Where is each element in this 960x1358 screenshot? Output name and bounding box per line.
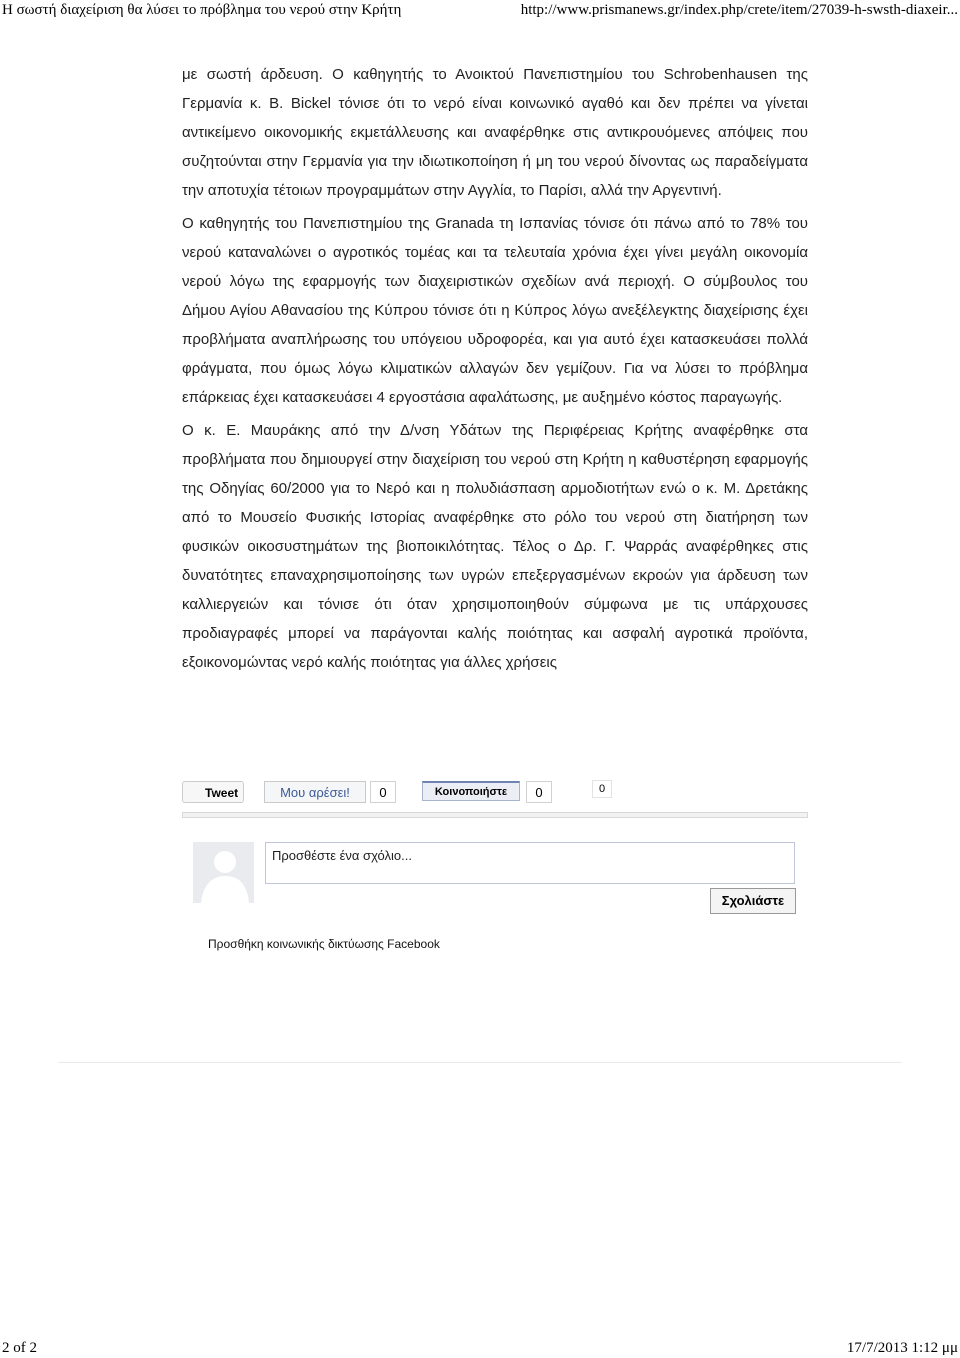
print-header (0, 0, 960, 22)
article-body (182, 60, 808, 681)
like-count: 0 (370, 781, 396, 803)
share-count: 0 (526, 781, 552, 803)
page-title: Η σωστή διαχείριση θα λύσει το πρόβλημα του νερού στην Κρήτη (2, 2, 402, 18)
plusone-count: 0 (592, 780, 612, 798)
article-paragraph: Ο καθηγητής του Πανεπιστημίου της Granada τη Ισπανίας τόνισε ότι πάνω από το 78% του νερού καταναλώνει ο αγροτικός τομέας και τα τελευταία χρόνια έχει γίνει μεγάλη οικονομία νερού λόγω της εφαρμογής των διαχειριστικών σχεδίων ανά περιοχή. Ο σύμβουλος του Δήμου Αγίου Αθανασίου της Κύπρου τόνισε ότι η Κύπρος λόγω ανεξέλεγκτης διαχείρισης έχει προβλήματα αναπλήρωσης του υπόγειου υδροφορέα, και για αυτό έχει κατασκευάσει πολλά φράγματα, που όμως λόγω κλιματικών αλλαγών δεν γεμίζουν. Για να λύσει το πρόβλημα επάρκειας έχει κατασκευάσει 4 εργοστάσια αφαλάτωσης, με αυξημένο κόστος παραγωγής. (182, 215, 808, 406)
print-datetime: 17/7/2013 1:12 μμ (846, 1340, 958, 1356)
avatar-icon (193, 842, 254, 903)
submit-comment-button[interactable]: Σχολιάστε (710, 888, 796, 914)
article-paragraph: Ο κ. Ε. Μαυράκης από την Δ/νση Υδάτων της Περιφέρειας Κρήτης αναφέρθηκε στα προβλήματα που δημιουργεί στην διαχείριση του νερού στη Κρήτη η καθυστέρηση εφαρμογής της Οδηγίας 60/2000 για το Νερό και η πολυδιάσπαση αρμοδιοτήτων ενώ ο κ. Μ. Δρετάκης από το Μουσείο Φυσικής Ιστορίας αναφέρθηκε στο ρόλο του νερού στη διατήρηση των φυσικών οικοσυστημάτων της βιοποικιλότητας. Τέλος ο Δρ. Γ. Ψαρράς αναφέρθηκες στις δυνατότητες επαναχρησιμοποίησης των υγρών επεξεργασμένων εκροών για άρδευση των καλλιεργειών και τόνισε ότι όταν χρησιμοποιηθούν σύμφωνα με τις υπάρχουσες προδιαγραφές μπορεί να παράγονται καλής ποιότητας και ασφαλή αγροτικά προϊόντα, εξοικονομώντας νερό καλής ποιότητας για άλλες χρήσεις (182, 422, 808, 671)
avatar-silhouette-icon (193, 842, 254, 903)
section-divider (182, 812, 808, 818)
tweet-button[interactable] (182, 781, 244, 803)
tweet-button-label: Tweet (205, 786, 239, 800)
comment-input[interactable] (265, 842, 795, 884)
print-footer (0, 1338, 960, 1358)
page-url: http://www.prismanews.gr/index.php/crete/item/27039-h-swsth-diaxeir... (520, 2, 958, 18)
page-number: 2 of 2 (2, 1340, 37, 1356)
like-button[interactable]: Μου αρέσει! (264, 781, 366, 803)
facebook-plugin-link[interactable]: Προσθήκη κοινωνικής δικτύωσης Facebook (208, 937, 440, 951)
article-paragraph: με σωστή άρδευση. Ο καθηγητής το Ανοικτού Πανεπιστημίου του Schrobenhausen της Γερμανία κ. Β. Bickel τόνισε ότι το νερό είναι κοινωνικό αγαθό και δεν πρέπει να γίνεται αντικείμενο οικονομικής εκμετάλλευσης και αναφέρθηκε στις αντικρουόμενες απόψεις που συζητούνται στην Γερμανία για την ιδιωτικοποίηση ή μη του νερού δίνοντας ως παραδείγματα την αποτυχία τέτοιων προγραμμάτων στην Αγγλία, το Παρίσι, αλλά την Αργεντινή. (182, 66, 808, 199)
footer-divider (58, 1062, 902, 1063)
comment-form (193, 842, 797, 922)
social-share-bar (182, 780, 808, 806)
share-button[interactable]: Κοινοποιήστε (422, 781, 520, 801)
